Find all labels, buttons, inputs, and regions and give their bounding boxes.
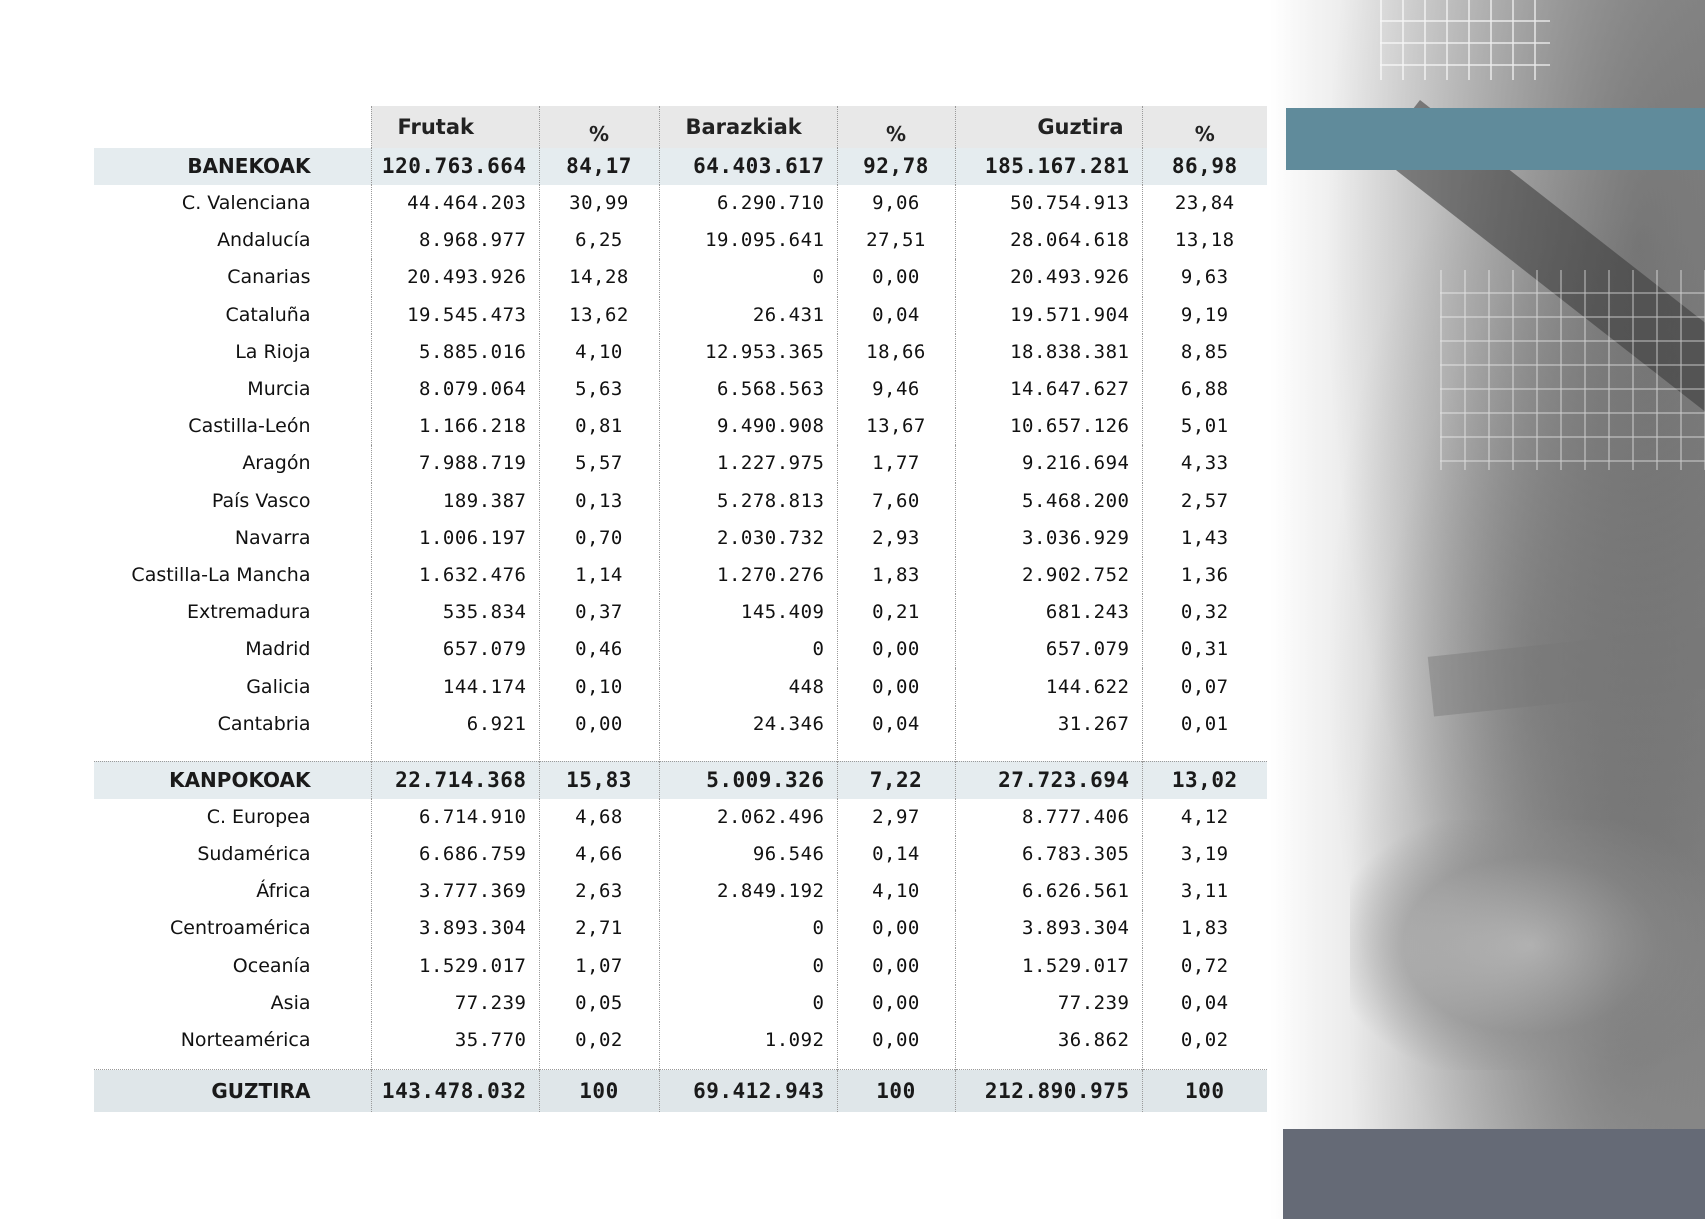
- cell-pct-barazkiak: 13,67: [837, 408, 955, 445]
- cell-pct-guztira: 0,04: [1142, 985, 1267, 1022]
- row-label: País Vasco: [211, 489, 311, 512]
- cell-pct-guztira: 1,36: [1142, 557, 1267, 594]
- row-label: Galicia: [246, 675, 311, 698]
- header-blank-cell: [94, 106, 371, 148]
- photo-fish-area: [1350, 820, 1705, 1070]
- cell-pct-barazkiak: 0,21: [837, 594, 955, 631]
- row-label: Murcia: [247, 378, 311, 401]
- cell-barazkiak: 2.062.496: [659, 799, 837, 836]
- cell-pct-barazkiak: 0,00: [837, 948, 955, 985]
- cell-pct-barazkiak: 0,00: [837, 985, 955, 1022]
- cell-pct-guztira: 100: [1142, 1070, 1267, 1113]
- cell-pct-barazkiak: 0,00: [837, 910, 955, 947]
- row-label: Cataluña: [225, 303, 311, 326]
- table-row: [94, 222, 1267, 259]
- row-label: La Rioja: [235, 340, 311, 363]
- cell-frutak: 20.493.926: [371, 259, 539, 296]
- cell-guztira: 14.647.627: [955, 371, 1142, 408]
- cell-guztira: 6.783.305: [955, 836, 1142, 873]
- cell-barazkiak: 6.568.563: [659, 371, 837, 408]
- row-label: Castilla-León: [188, 415, 311, 438]
- row-label: Andalucía: [217, 229, 311, 252]
- cell-pct-frutak: 1,07: [539, 948, 659, 985]
- cell-pct-frutak: 0,81: [539, 408, 659, 445]
- cell-pct-frutak: 0,02: [539, 1022, 659, 1059]
- cell-guztira: 657.079: [955, 631, 1142, 668]
- cell-barazkiak: 2.849.192: [659, 873, 837, 910]
- cell-pct-guztira: 1,83: [1142, 910, 1267, 947]
- cell-pct-frutak: 5,57: [539, 445, 659, 482]
- cell-pct-frutak: 6,25: [539, 222, 659, 259]
- cell-barazkiak: 0: [659, 948, 837, 985]
- spacer-cell: [659, 1059, 837, 1070]
- cell-pct-barazkiak: 0,14: [837, 836, 955, 873]
- cell-pct-guztira: 9,19: [1142, 297, 1267, 334]
- cell-guztira: 212.890.975: [955, 1070, 1142, 1113]
- cell-pct-guztira: 0,32: [1142, 594, 1267, 631]
- cell-guztira: 144.622: [955, 668, 1142, 705]
- spacer-cell: [371, 1059, 539, 1070]
- spacer-row: [94, 743, 1267, 762]
- table-row: [94, 836, 1267, 873]
- table-row: [94, 445, 1267, 482]
- cell-pct-guztira: 23,84: [1142, 185, 1267, 222]
- cell-barazkiak: 448: [659, 668, 837, 705]
- table-row: [94, 297, 1267, 334]
- cell-pct-barazkiak: 1,83: [837, 557, 955, 594]
- row-label: Navarra: [234, 526, 311, 549]
- cell-pct-frutak: 0,46: [539, 631, 659, 668]
- row-label: África: [256, 880, 311, 903]
- spacer-cell: [837, 743, 955, 762]
- cell-frutak: 8.968.977: [371, 222, 539, 259]
- cell-pct-frutak: 2,71: [539, 910, 659, 947]
- cell-frutak: 3.777.369: [371, 873, 539, 910]
- decorative-photo: [1270, 0, 1705, 1219]
- cell-pct-frutak: 5,63: [539, 371, 659, 408]
- cell-pct-guztira: 0,72: [1142, 948, 1267, 985]
- cell-barazkiak: 0: [659, 259, 837, 296]
- cell-pct-frutak: 0,05: [539, 985, 659, 1022]
- row-label: C. Europea: [206, 805, 311, 828]
- cell-frutak: 657.079: [371, 631, 539, 668]
- cell-pct-frutak: 14,28: [539, 259, 659, 296]
- cell-frutak: 5.885.016: [371, 334, 539, 371]
- row-label: Centroamérica: [170, 917, 311, 940]
- cell-frutak: 6.714.910: [371, 799, 539, 836]
- cell-pct-guztira: 6,88: [1142, 371, 1267, 408]
- cell-pct-barazkiak: 0,00: [837, 631, 955, 668]
- accent-band-bottom: [1283, 1129, 1705, 1219]
- cell-frutak: 535.834: [371, 594, 539, 631]
- table-row: [94, 1022, 1267, 1059]
- cell-frutak: 1.166.218: [371, 408, 539, 445]
- cell-barazkiak: 26.431: [659, 297, 837, 334]
- spacer-cell: [94, 1059, 371, 1070]
- group-row-banekoak: [94, 148, 1267, 185]
- cell-frutak: 6.921: [371, 706, 539, 743]
- cell-barazkiak: 9.490.908: [659, 408, 837, 445]
- cell-pct-frutak: 0,00: [539, 706, 659, 743]
- cell-frutak: 1.529.017: [371, 948, 539, 985]
- cell-guztira: 77.239: [955, 985, 1142, 1022]
- data-table-container: [94, 106, 1267, 1112]
- cell-guztira: 18.838.381: [955, 334, 1142, 371]
- row-label: Extremadura: [187, 601, 311, 624]
- cell-barazkiak: 1.270.276: [659, 557, 837, 594]
- header-pct-barazkiak: %: [837, 106, 955, 148]
- table-row: [94, 594, 1267, 631]
- row-label: Asia: [270, 991, 311, 1014]
- header-pct-frutak: %: [539, 106, 659, 148]
- header-guztira: Guztira: [955, 106, 1142, 148]
- spacer-cell: [659, 743, 837, 762]
- table-row: [94, 557, 1267, 594]
- cell-frutak: 120.763.664: [371, 148, 539, 185]
- spacer-cell: [539, 1059, 659, 1070]
- row-label: C. Valenciana: [181, 192, 311, 215]
- table-row: [94, 483, 1267, 520]
- cell-pct-barazkiak: 0,00: [837, 1022, 955, 1059]
- cell-pct-frutak: 0,10: [539, 668, 659, 705]
- table-row: [94, 408, 1267, 445]
- cell-pct-guztira: 4,12: [1142, 799, 1267, 836]
- cell-pct-guztira: 2,57: [1142, 483, 1267, 520]
- table-header-row: [94, 106, 1267, 148]
- cell-frutak: 3.893.304: [371, 910, 539, 947]
- row-label: Canarias: [227, 266, 311, 289]
- cell-guztira: 27.723.694: [955, 761, 1142, 799]
- cell-pct-barazkiak: 0,04: [837, 706, 955, 743]
- cell-pct-barazkiak: 18,66: [837, 334, 955, 371]
- cell-pct-guztira: 0,31: [1142, 631, 1267, 668]
- table-row: [94, 948, 1267, 985]
- cell-barazkiak: 1.092: [659, 1022, 837, 1059]
- cell-pct-barazkiak: 1,77: [837, 445, 955, 482]
- cell-barazkiak: 69.412.943: [659, 1070, 837, 1113]
- cell-pct-barazkiak: 0,04: [837, 297, 955, 334]
- spacer-cell: [539, 743, 659, 762]
- row-label: Cantabria: [217, 712, 311, 735]
- photo-grid-pattern: [1380, 0, 1550, 80]
- cell-frutak: 143.478.032: [371, 1070, 539, 1113]
- accent-band-top: [1286, 108, 1705, 170]
- cell-frutak: 8.079.064: [371, 371, 539, 408]
- cell-pct-barazkiak: 27,51: [837, 222, 955, 259]
- table-row: [94, 668, 1267, 705]
- cell-pct-barazkiak: 0,00: [837, 668, 955, 705]
- cell-barazkiak: 6.290.710: [659, 185, 837, 222]
- cell-barazkiak: 0: [659, 985, 837, 1022]
- cell-pct-frutak: 30,99: [539, 185, 659, 222]
- cell-guztira: 50.754.913: [955, 185, 1142, 222]
- row-label: Castilla-La Mancha: [131, 563, 311, 586]
- cell-barazkiak: 2.030.732: [659, 520, 837, 557]
- cell-pct-frutak: 100: [539, 1070, 659, 1113]
- spacer-cell: [1142, 743, 1267, 762]
- cell-guztira: 9.216.694: [955, 445, 1142, 482]
- row-label: Madrid: [245, 638, 311, 661]
- data-table: [94, 106, 1267, 1112]
- spacer-cell: [371, 743, 539, 762]
- table-row: [94, 631, 1267, 668]
- cell-pct-guztira: 0,01: [1142, 706, 1267, 743]
- cell-pct-guztira: 8,85: [1142, 334, 1267, 371]
- cell-pct-barazkiak: 9,46: [837, 371, 955, 408]
- row-label: Aragón: [242, 452, 311, 475]
- cell-pct-barazkiak: 4,10: [837, 873, 955, 910]
- cell-frutak: 1.006.197: [371, 520, 539, 557]
- cell-frutak: 6.686.759: [371, 836, 539, 873]
- spacer-cell: [1142, 1059, 1267, 1070]
- table-row: [94, 873, 1267, 910]
- cell-frutak: 44.464.203: [371, 185, 539, 222]
- cell-pct-guztira: 0,07: [1142, 668, 1267, 705]
- cell-barazkiak: 145.409: [659, 594, 837, 631]
- spacer-cell: [94, 743, 371, 762]
- cell-pct-frutak: 2,63: [539, 873, 659, 910]
- cell-guztira: 10.657.126: [955, 408, 1142, 445]
- row-label: Oceanía: [232, 954, 311, 977]
- table-row: [94, 371, 1267, 408]
- cell-pct-barazkiak: 2,97: [837, 799, 955, 836]
- cell-guztira: 3.893.304: [955, 910, 1142, 947]
- cell-frutak: 35.770: [371, 1022, 539, 1059]
- cell-guztira: 20.493.926: [955, 259, 1142, 296]
- table-row: [94, 799, 1267, 836]
- group-row-kanpokoak: [94, 761, 1267, 799]
- cell-barazkiak: 64.403.617: [659, 148, 837, 185]
- cell-pct-barazkiak: 9,06: [837, 185, 955, 222]
- spacer-cell: [837, 1059, 955, 1070]
- row-label: Sudamérica: [197, 843, 311, 866]
- total-row: [94, 1070, 1267, 1113]
- row-label: KANPOKOAK: [94, 761, 371, 799]
- table-row: [94, 334, 1267, 371]
- cell-guztira: 3.036.929: [955, 520, 1142, 557]
- row-label: Norteamérica: [180, 1029, 311, 1052]
- cell-barazkiak: 24.346: [659, 706, 837, 743]
- cell-frutak: 22.714.368: [371, 761, 539, 799]
- cell-pct-barazkiak: 92,78: [837, 148, 955, 185]
- cell-pct-guztira: 0,02: [1142, 1022, 1267, 1059]
- cell-barazkiak: 12.953.365: [659, 334, 837, 371]
- cell-frutak: 144.174: [371, 668, 539, 705]
- cell-pct-guztira: 86,98: [1142, 148, 1267, 185]
- cell-pct-frutak: 84,17: [539, 148, 659, 185]
- cell-barazkiak: 1.227.975: [659, 445, 837, 482]
- table-row: [94, 185, 1267, 222]
- cell-pct-frutak: 4,66: [539, 836, 659, 873]
- cell-barazkiak: 5.278.813: [659, 483, 837, 520]
- cell-guztira: 185.167.281: [955, 148, 1142, 185]
- header-frutak: Frutak: [371, 106, 539, 148]
- cell-pct-frutak: 13,62: [539, 297, 659, 334]
- cell-barazkiak: 96.546: [659, 836, 837, 873]
- cell-guztira: 31.267: [955, 706, 1142, 743]
- cell-guztira: 19.571.904: [955, 297, 1142, 334]
- cell-pct-guztira: 9,63: [1142, 259, 1267, 296]
- cell-pct-barazkiak: 7,22: [837, 761, 955, 799]
- table-row: [94, 706, 1267, 743]
- cell-frutak: 1.632.476: [371, 557, 539, 594]
- header-barazkiak: Barazkiak: [659, 106, 837, 148]
- cell-pct-guztira: 1,43: [1142, 520, 1267, 557]
- cell-pct-guztira: 13,18: [1142, 222, 1267, 259]
- row-label: GUZTIRA: [94, 1070, 371, 1113]
- spacer-cell: [955, 1059, 1142, 1070]
- cell-guztira: 28.064.618: [955, 222, 1142, 259]
- table-row: [94, 520, 1267, 557]
- cell-guztira: 2.902.752: [955, 557, 1142, 594]
- cell-pct-frutak: 4,68: [539, 799, 659, 836]
- cell-pct-barazkiak: 2,93: [837, 520, 955, 557]
- table-row: [94, 910, 1267, 947]
- cell-guztira: 1.529.017: [955, 948, 1142, 985]
- cell-pct-frutak: 1,14: [539, 557, 659, 594]
- cell-frutak: 7.988.719: [371, 445, 539, 482]
- spacer-cell: [955, 743, 1142, 762]
- table-row: [94, 259, 1267, 296]
- cell-pct-guztira: 3,11: [1142, 873, 1267, 910]
- header-pct-guztira: %: [1142, 106, 1267, 148]
- cell-guztira: 36.862: [955, 1022, 1142, 1059]
- cell-pct-frutak: 0,13: [539, 483, 659, 520]
- cell-frutak: 189.387: [371, 483, 539, 520]
- cell-guztira: 8.777.406: [955, 799, 1142, 836]
- cell-frutak: 19.545.473: [371, 297, 539, 334]
- cell-barazkiak: 5.009.326: [659, 761, 837, 799]
- cell-pct-frutak: 0,37: [539, 594, 659, 631]
- cell-pct-frutak: 15,83: [539, 761, 659, 799]
- cell-guztira: 5.468.200: [955, 483, 1142, 520]
- cell-pct-guztira: 3,19: [1142, 836, 1267, 873]
- table-row: [94, 985, 1267, 1022]
- photo-crate: [1440, 270, 1705, 470]
- cell-barazkiak: 0: [659, 910, 837, 947]
- cell-pct-guztira: 4,33: [1142, 445, 1267, 482]
- cell-frutak: 77.239: [371, 985, 539, 1022]
- cell-pct-barazkiak: 0,00: [837, 259, 955, 296]
- cell-pct-guztira: 13,02: [1142, 761, 1267, 799]
- spacer-row: [94, 1059, 1267, 1070]
- cell-barazkiak: 0: [659, 631, 837, 668]
- cell-pct-guztira: 5,01: [1142, 408, 1267, 445]
- cell-guztira: 681.243: [955, 594, 1142, 631]
- cell-pct-frutak: 4,10: [539, 334, 659, 371]
- cell-barazkiak: 19.095.641: [659, 222, 837, 259]
- cell-pct-barazkiak: 100: [837, 1070, 955, 1113]
- row-label: BANEKOAK: [94, 148, 371, 185]
- cell-pct-barazkiak: 7,60: [837, 483, 955, 520]
- cell-pct-frutak: 0,70: [539, 520, 659, 557]
- cell-guztira: 6.626.561: [955, 873, 1142, 910]
